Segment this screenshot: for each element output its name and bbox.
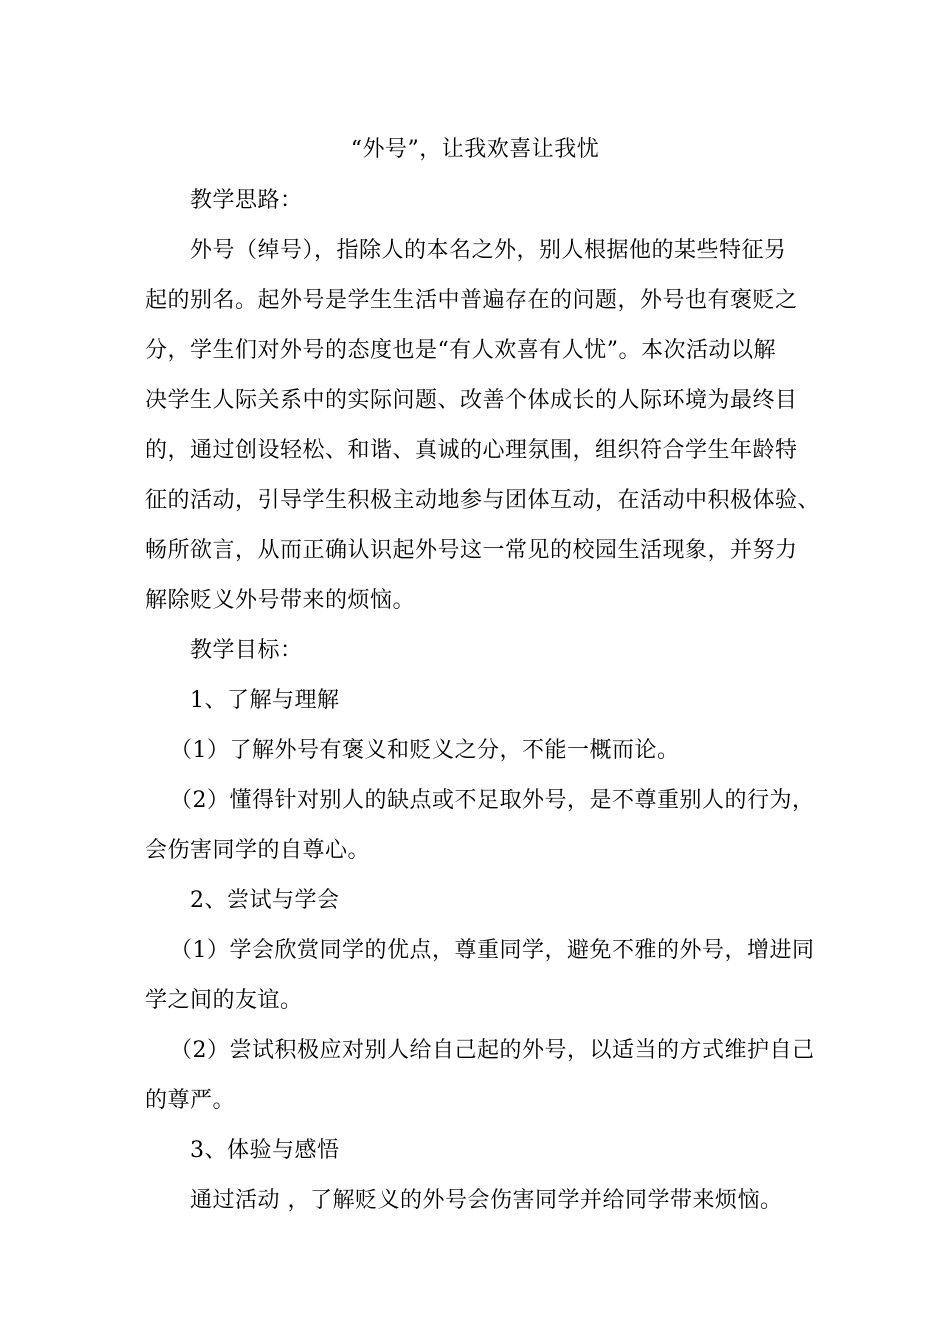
goal1-item1: （1）了解外号有褒义和贬义之分，不能一概而论。	[170, 738, 680, 763]
thinking-paragraph-line: 外号（绰号），指除人的本名之外，别人根据他的某些特征另	[190, 238, 787, 263]
goal2-item1-line2: 学之间的友谊。	[145, 988, 303, 1013]
goals-heading: 教学目标：	[190, 638, 303, 663]
thinking-paragraph-line: 畅所欲言，从而正确认识起外号这一常见的校园生活现象，并努力	[145, 538, 798, 563]
goal2-item2-line1: （2）尝试积极应对别人给自己起的外号，以适当的方式维护自己	[170, 1038, 815, 1063]
thinking-paragraph-line: 分，学生们对外号的态度也是“有人欢喜有人忧”。本次活动以解	[145, 338, 776, 363]
goal2-item1-line1: （1）学会欣赏同学的优点，尊重同学，避免不雅的外号，增进同	[170, 938, 815, 963]
thinking-paragraph-line: 解除贬义外号带来的烦恼。	[145, 588, 416, 613]
thinking-paragraph-line: 决学生人际关系中的实际问题、改善个体成长的人际环境为最终目	[145, 388, 798, 413]
thinking-heading: 教学思路：	[190, 188, 303, 213]
goal2-item2-line2: 的尊严。	[145, 1088, 236, 1113]
goal1-item2-line2: 会伤害同学的自尊心。	[145, 838, 371, 863]
goal3-text: 通过活动 ，了解贬义的外号会伤害同学并给同学带来烦恼。	[190, 1188, 783, 1213]
thinking-paragraph-line: 起的别名。起外号是学生生活中普遍存在的问题，外号也有褒贬之	[145, 288, 798, 313]
document-title: “外号”，让我欢喜让我忧	[350, 137, 600, 162]
goal1-item2-line1: （2）懂得针对别人的缺点或不足取外号，是不尊重别人的行为，	[170, 788, 815, 813]
thinking-paragraph-line: 征的活动，引导学生积极主动地参与团体互动，在活动中积极体验、	[145, 488, 821, 513]
goal1-heading: 1、了解与理解	[190, 688, 340, 713]
goal2-heading: 2、尝试与学会	[190, 888, 340, 913]
goal3-heading: 3、体验与感悟	[190, 1138, 340, 1163]
thinking-paragraph-line: 的，通过创设轻松、和谐、真诚的心理氛围，组织符合学生年龄特	[145, 438, 798, 463]
